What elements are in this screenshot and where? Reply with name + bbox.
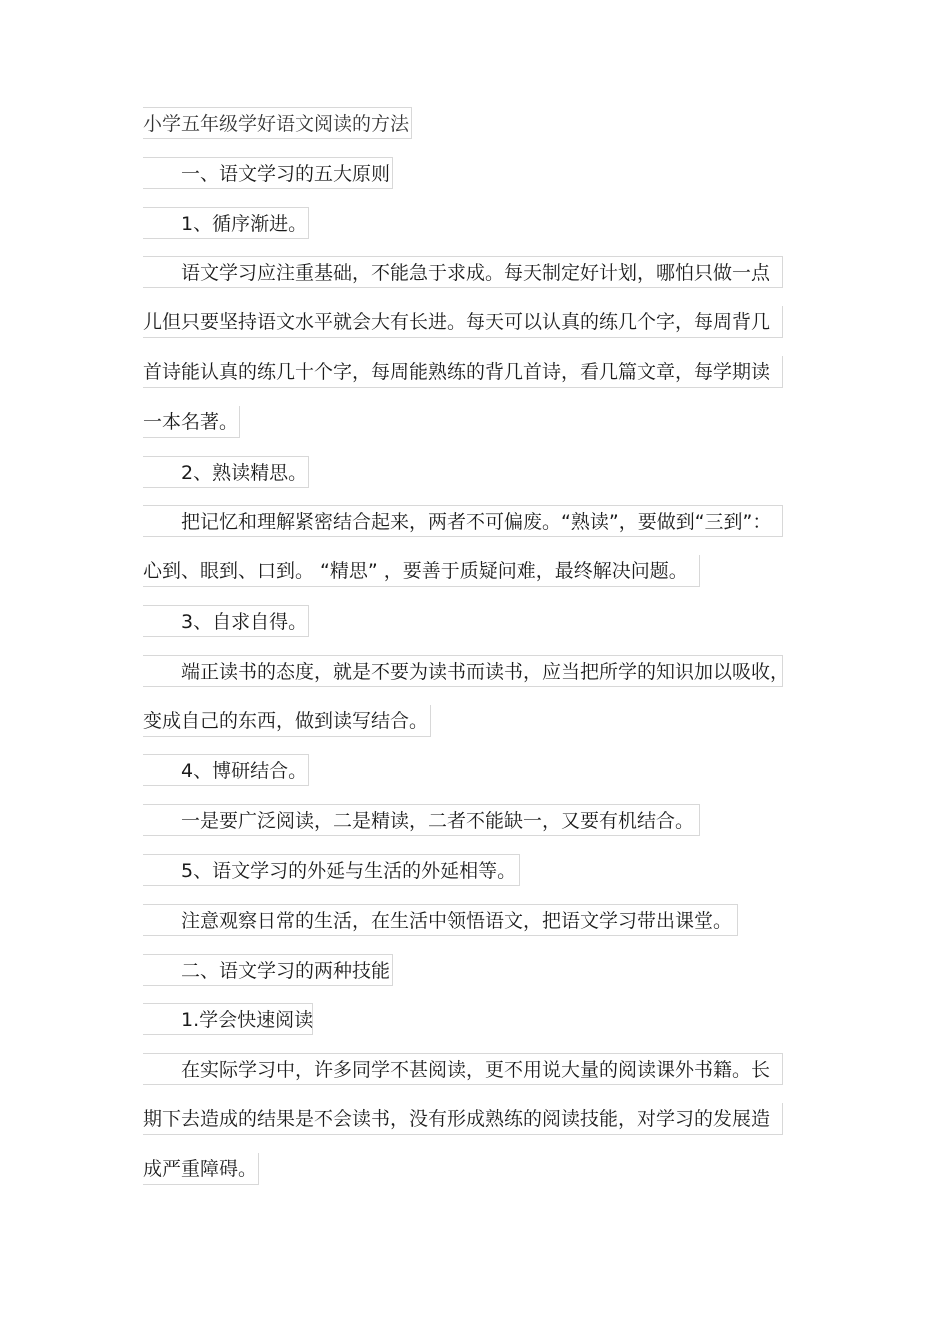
paragraph-line: 首诗能认真的练几十个字，每周能熟练的背几首诗，看几篇文章，每学期读 (143, 356, 783, 388)
paragraph-line: 期下去造成的结果是不会读书，没有形成熟练的阅读技能，对学习的发展造 (143, 1103, 783, 1135)
skill-heading-1: 1.学会快速阅读 (143, 1003, 313, 1035)
principle-heading-4: 4、博研结合。 (143, 754, 309, 786)
principle-heading-1: 1、循序渐进。 (143, 207, 309, 239)
paragraph-line: 变成自己的东西，做到读写结合。 (143, 705, 431, 737)
paragraph-line: 儿但只要坚持语文水平就会大有长进。每天可以认真的练几个字，每周背几 (143, 306, 783, 338)
paragraph-line: 语文学习应注重基础，不能急于求成。每天制定好计划，哪怕只做一点 (143, 256, 783, 288)
section-heading-skills: 二、语文学习的两种技能 (143, 954, 393, 986)
principle-heading-2: 2、熟读精思。 (143, 456, 309, 488)
paragraph-line: 一本名著。 (143, 406, 240, 438)
paragraph-line: 心到、眼到、口到。 “精思” ，要善于质疑问难，最终解决问题。 (143, 555, 700, 587)
paragraph-line: 注意观察日常的生活，在生活中领悟语文，把语文学习带出课堂。 (143, 904, 738, 936)
principle-heading-5: 5、语文学习的外延与生活的外延相等。 (143, 854, 520, 886)
paragraph-line: 一是要广泛阅读，二是精读，二者不能缺一，又要有机结合。 (143, 804, 700, 836)
document-title: 小学五年级学好语文阅读的方法 (143, 107, 412, 139)
principle-heading-3: 3、自求自得。 (143, 605, 309, 637)
paragraph-line: 在实际学习中，许多同学不甚阅读，更不用说大量的阅读课外书籍。长 (143, 1053, 783, 1085)
paragraph-line: 端正读书的态度，就是不要为读书而读书，应当把所学的知识加以吸收， (143, 655, 783, 687)
paragraph-line: 成严重障碍。 (143, 1153, 259, 1185)
paragraph-line: 把记忆和理解紧密结合起来，两者不可偏废。“熟读”，要做到“三到”： (143, 505, 783, 537)
section-heading-principles: 一、语文学习的五大原则 (143, 157, 393, 189)
